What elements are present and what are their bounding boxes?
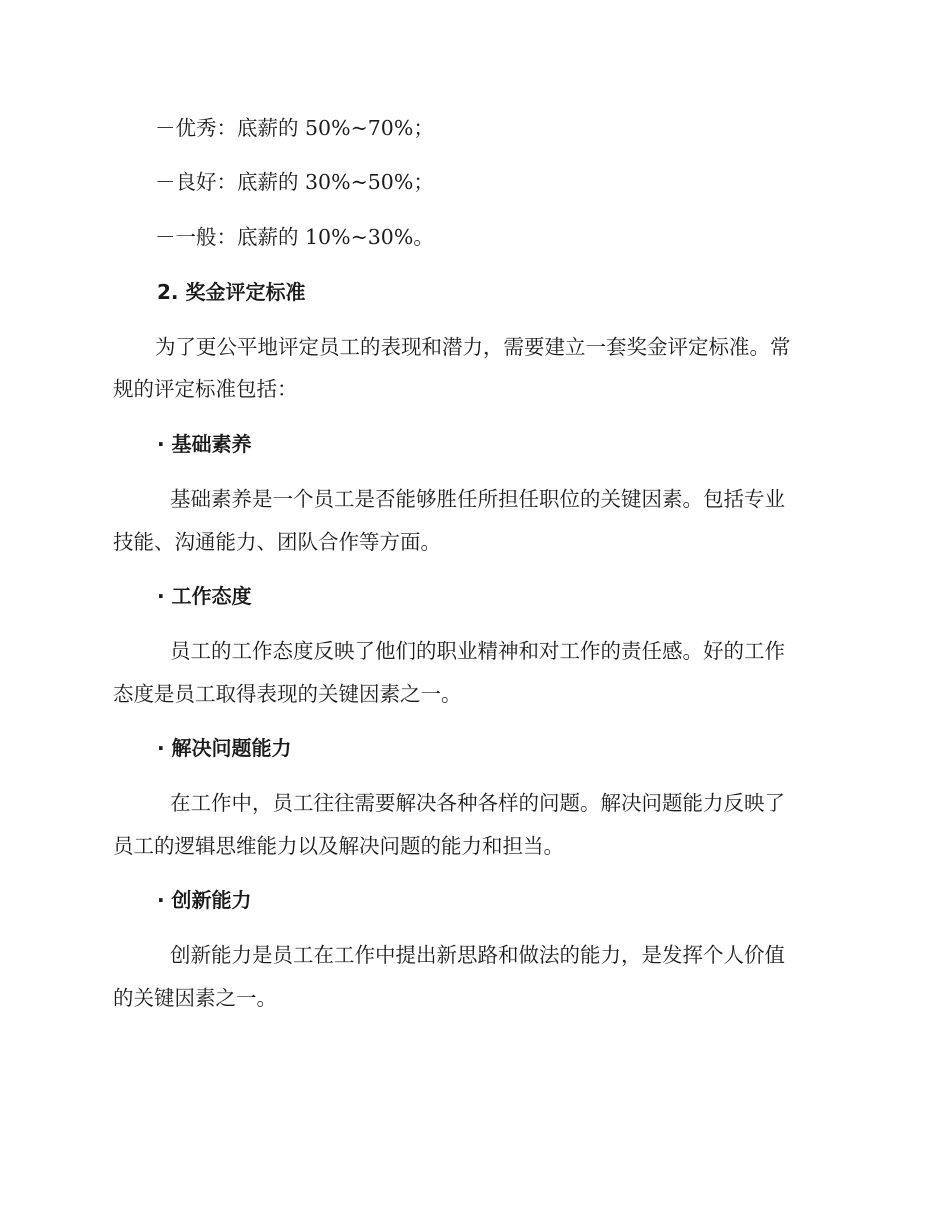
- criterion-innovation-line-2: 的关键因素之一。: [113, 986, 277, 1010]
- criterion-title-work-attitude: · 工作态度: [157, 584, 252, 608]
- bonus-level-excellent: －优秀：底薪的 50%~70%；: [155, 116, 434, 140]
- criterion-basic-quality-line-1: 基础素养是一个员工是否能够胜任所担任职位的关键因素。包括专业: [170, 487, 785, 511]
- intro-paragraph-line-1: 为了更公平地评定员工的表现和潜力，需要建立一套奖金评定标准。常: [155, 335, 791, 359]
- criterion-title-basic-quality: · 基础素养: [157, 432, 252, 456]
- criterion-title-problem-solving: · 解决问题能力: [157, 736, 292, 760]
- criterion-title-innovation: · 创新能力: [157, 888, 252, 912]
- intro-paragraph-line-2: 规的评定标准包括：: [113, 377, 298, 401]
- bonus-level-average: －一般：底薪的 10%~30%。: [155, 225, 434, 249]
- criterion-problem-solving-line-2: 员工的逻辑思维能力以及解决问题的能力和担当。: [113, 834, 564, 858]
- section-heading: 2. 奖金评定标准: [157, 280, 306, 304]
- criterion-work-attitude-line-2: 态度是员工取得表现的关键因素之一。: [113, 682, 462, 706]
- criterion-work-attitude-line-1: 员工的工作态度反映了他们的职业精神和对工作的责任感。好的工作: [170, 639, 785, 663]
- criterion-problem-solving-line-1: 在工作中，员工往往需要解决各种各样的问题。解决问题能力反映了: [170, 791, 785, 815]
- criterion-innovation-line-1: 创新能力是员工在工作中提出新思路和做法的能力，是发挥个人价值: [170, 943, 785, 967]
- criterion-basic-quality-line-2: 技能、沟通能力、团队合作等方面。: [113, 530, 441, 554]
- bonus-level-good: －良好：底薪的 30%~50%；: [155, 170, 434, 194]
